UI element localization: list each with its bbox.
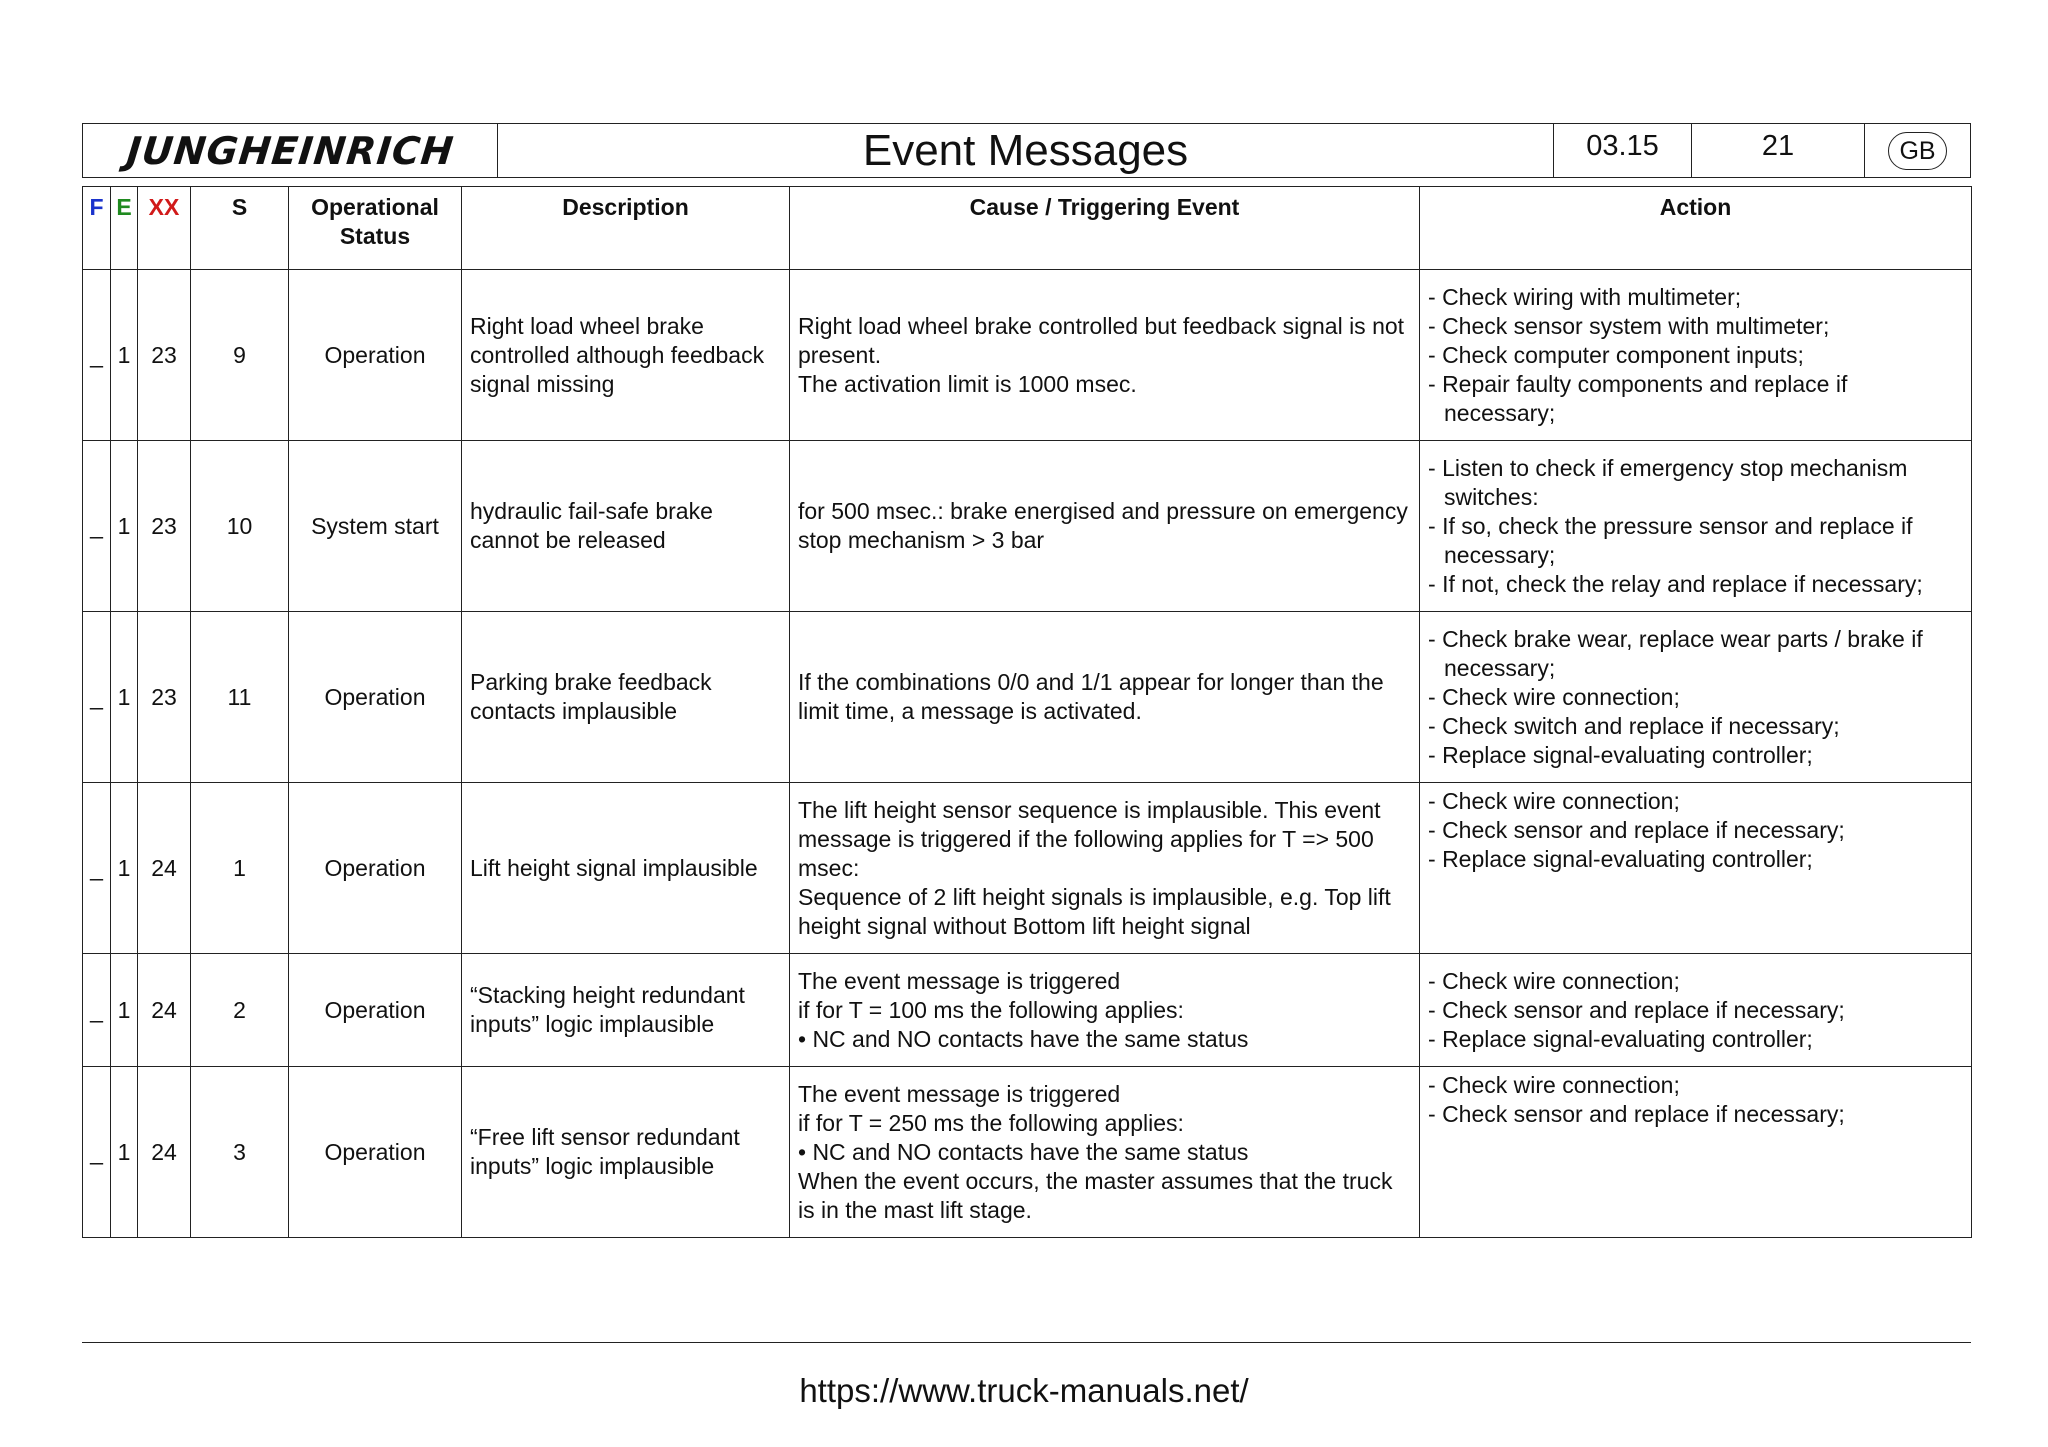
language-code: GB [1888, 132, 1946, 170]
table-row [83, 441, 1972, 612]
column-header-action: Action [1420, 187, 1972, 270]
language-badge [1865, 124, 1970, 177]
cell-cause: The event message is triggered if for T = 100 ms the following applies: • NC and NO contacts have the same status [790, 954, 1420, 1067]
action-list [1428, 454, 1963, 599]
action-item: - Check wire connection; [1428, 1071, 1963, 1100]
action-item: - Check sensor and replace if necessary; [1428, 1100, 1963, 1129]
action-item: - Listen to check if emergency stop mechanism switches: [1428, 454, 1963, 512]
column-header-s: S [191, 187, 289, 270]
action-item: - Check wire connection; [1428, 683, 1963, 712]
cell-cause: The event message is triggered if for T = 250 ms the following applies: • NC and NO contacts have the same status When the event occurs, the master assumes that the truck is in the mast lift stage. [790, 1067, 1420, 1238]
cell-description: “Free lift sensor redundant inputs” logic implausible [462, 1067, 790, 1238]
action-item: - Repair faulty components and replace if necessary; [1428, 370, 1963, 428]
cell-s: 11 [191, 612, 289, 783]
action-item: - Check computer component inputs; [1428, 341, 1963, 370]
cell-f: _ [83, 270, 111, 441]
action-item: - Check wiring with multimeter; [1428, 283, 1963, 312]
cell-operational-status: Operation [289, 270, 462, 441]
action-item: - Check sensor system with multimeter; [1428, 312, 1963, 341]
column-header-description: Description [462, 187, 790, 270]
cell-description: Lift height signal implausible [462, 783, 790, 954]
cell-action [1420, 270, 1972, 441]
cell-action [1420, 954, 1972, 1067]
cell-cause: If the combinations 0/0 and 1/1 appear for longer than the limit time, a message is activated. [790, 612, 1420, 783]
event-messages-table [82, 186, 1972, 1238]
cell-cause: Right load wheel brake controlled but feedback signal is not present. The activation limit is 1000 msec. [790, 270, 1420, 441]
action-item: - Check wire connection; [1428, 787, 1963, 816]
cell-operational-status: Operation [289, 783, 462, 954]
action-item: - Replace signal-evaluating controller; [1428, 1025, 1963, 1054]
cell-cause: The lift height sensor sequence is implausible. This event message is triggered if the following applies for T => 500 msec: Sequence of 2 lift height signals is implausible, e.g. Top lift height signal without Bottom lift height signal [790, 783, 1420, 954]
action-item: - Check switch and replace if necessary; [1428, 712, 1963, 741]
cell-description: “Stacking height redundant inputs” logic implausible [462, 954, 790, 1067]
logo-text: JUNGHEINRICH [124, 128, 456, 173]
cell-operational-status: System start [289, 441, 462, 612]
cell-operational-status: Operation [289, 612, 462, 783]
action-item: - Check sensor and replace if necessary; [1428, 996, 1963, 1025]
action-list [1428, 787, 1963, 874]
action-item: - Replace signal-evaluating controller; [1428, 845, 1963, 874]
cell-description: Parking brake feedback contacts implausible [462, 612, 790, 783]
page-title: Event Messages [498, 124, 1554, 177]
cell-description: hydraulic fail-safe brake cannot be released [462, 441, 790, 612]
action-item: - If so, check the pressure sensor and replace if necessary; [1428, 512, 1963, 570]
action-item: - Check sensor and replace if necessary; [1428, 816, 1963, 845]
cell-e: 1 [111, 441, 138, 612]
cell-xx: 24 [138, 1067, 191, 1238]
cell-e: 1 [111, 954, 138, 1067]
column-header-operational-status: Operational Status [289, 187, 462, 270]
action-item: - Replace signal-evaluating controller; [1428, 741, 1963, 770]
column-header-xx: XX [138, 187, 191, 270]
table-row [83, 270, 1972, 441]
cell-f: _ [83, 441, 111, 612]
action-list [1428, 967, 1963, 1054]
action-list [1428, 1071, 1963, 1129]
footer-divider [82, 1342, 1971, 1343]
cell-action [1420, 783, 1972, 954]
column-header-e: E [111, 187, 138, 270]
cell-xx: 24 [138, 783, 191, 954]
cell-s: 2 [191, 954, 289, 1067]
cell-action [1420, 1067, 1972, 1238]
page-number: 21 [1692, 124, 1865, 177]
action-item: - Check wire connection; [1428, 967, 1963, 996]
cell-f: _ [83, 954, 111, 1067]
cell-s: 9 [191, 270, 289, 441]
document-date: 03.15 [1554, 124, 1692, 177]
cell-xx: 23 [138, 441, 191, 612]
action-list [1428, 625, 1963, 770]
cell-s: 1 [191, 783, 289, 954]
cell-f: _ [83, 783, 111, 954]
cell-operational-status: Operation [289, 1067, 462, 1238]
brand-logo [83, 124, 498, 177]
cell-action [1420, 441, 1972, 612]
table-row [83, 1067, 1972, 1238]
action-list [1428, 283, 1963, 428]
cell-cause: for 500 msec.: brake energised and pressure on emergency stop mechanism > 3 bar [790, 441, 1420, 612]
cell-e: 1 [111, 1067, 138, 1238]
cell-xx: 23 [138, 270, 191, 441]
cell-f: _ [83, 1067, 111, 1238]
cell-f: _ [83, 612, 111, 783]
cell-action [1420, 612, 1972, 783]
action-item: - If not, check the relay and replace if necessary; [1428, 570, 1963, 599]
column-header-cause: Cause / Triggering Event [790, 187, 1420, 270]
footer-url-link[interactable]: https://www.truck-manuals.net/ [799, 1372, 1249, 1409]
cell-xx: 23 [138, 612, 191, 783]
cell-e: 1 [111, 612, 138, 783]
cell-operational-status: Operation [289, 954, 462, 1067]
column-header-f: F [83, 187, 111, 270]
action-item: - Check brake wear, replace wear parts / brake if necessary; [1428, 625, 1963, 683]
cell-s: 3 [191, 1067, 289, 1238]
cell-description: Right load wheel brake controlled although feedback signal missing [462, 270, 790, 441]
page-header [82, 123, 1971, 178]
cell-s: 10 [191, 441, 289, 612]
table-row [83, 783, 1972, 954]
table-row [83, 954, 1972, 1067]
cell-e: 1 [111, 270, 138, 441]
table-row [83, 612, 1972, 783]
cell-xx: 24 [138, 954, 191, 1067]
table-header-row [83, 187, 1972, 270]
cell-e: 1 [111, 783, 138, 954]
